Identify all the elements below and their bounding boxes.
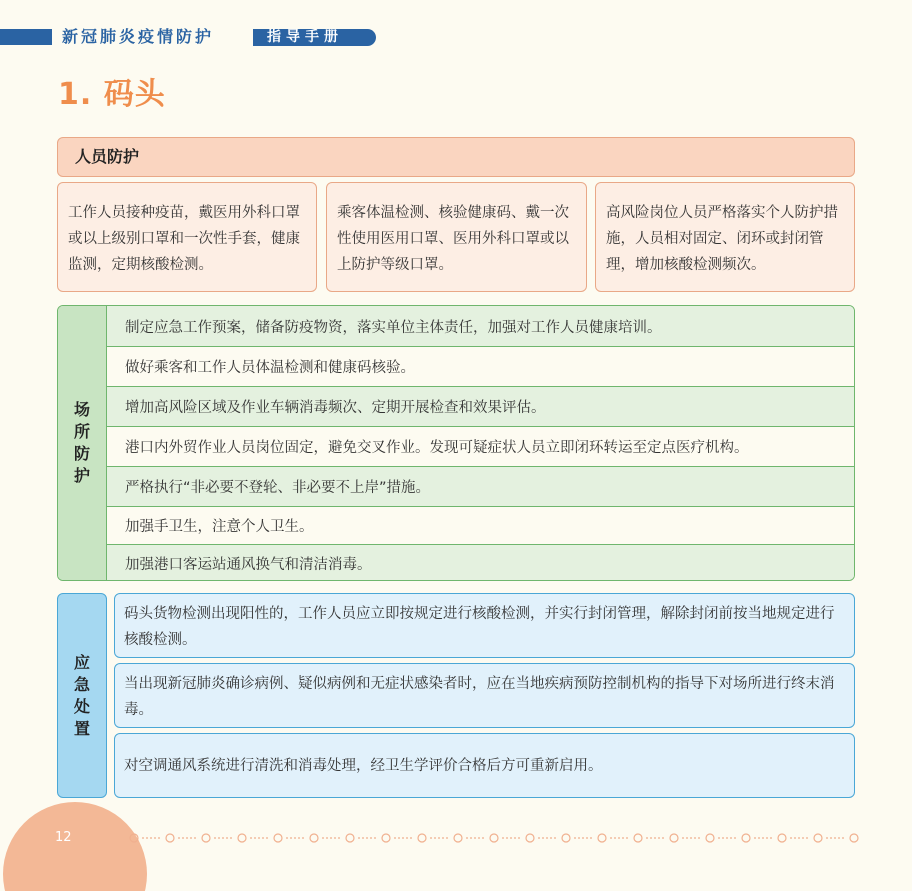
personnel-card-1: 工作人员接种疫苗，戴医用外科口罩或以上级别口罩和一次性手套，健康监测，定期核酸检测。 xyxy=(57,182,317,292)
emergency-label: 应急处置 xyxy=(57,593,107,798)
header-title: 新冠肺炎疫情防护 xyxy=(62,27,215,46)
decorative-circle xyxy=(454,834,462,842)
decorative-circle xyxy=(814,834,822,842)
site-item-6: 加强手卫生，注意个人卫生。 xyxy=(107,506,854,544)
decorative-circle xyxy=(202,834,210,842)
decorative-circle xyxy=(418,834,426,842)
decorative-circle xyxy=(526,834,534,842)
decorative-circle xyxy=(274,834,282,842)
decorative-circle xyxy=(706,834,714,842)
decorative-circle xyxy=(634,834,642,842)
decorative-circle xyxy=(346,834,354,842)
emergency-item-2: 当出现新冠肺炎确诊病例、疑似病例和无症状感染者时，应在当地疾病预防控制机构的指导下对场所进行终末消毒。 xyxy=(114,663,855,728)
decorative-circle xyxy=(850,834,858,842)
site-item-7: 加强港口客运站通风换气和清洁消毒。 xyxy=(107,544,854,581)
site-item-4: 港口内外贸作业人员岗位固定，避免交叉作业。发现可疑症状人员立即闭环转运至定点医疗机构。 xyxy=(107,426,854,466)
decorative-circle xyxy=(562,834,570,842)
site-item-2: 做好乘客和工作人员体温检测和健康码核验。 xyxy=(107,346,854,386)
decorative-circle xyxy=(598,834,606,842)
decorative-circle xyxy=(130,834,138,842)
decorative-circle xyxy=(310,834,318,842)
site-protection-label: 场所防护 xyxy=(58,306,107,580)
decorative-circle xyxy=(742,834,750,842)
site-protection-box xyxy=(57,305,855,581)
site-item-5: 严格执行“非必要不登轮、非必要不上岸”措施。 xyxy=(107,466,854,506)
decorative-circle xyxy=(670,834,678,842)
personnel-card-2: 乘客体温检测、核验健康码、戴一次性使用医用口罩、医用外科口罩或以上防护等级口罩。 xyxy=(326,182,587,292)
site-item-1: 制定应急工作预案，储备防疫物资，落实单位主体责任，加强对工作人员健康培训。 xyxy=(107,306,854,346)
personnel-heading: 人员防护 xyxy=(57,137,855,177)
decorative-circle xyxy=(238,834,246,842)
section-title: 1. 码头 xyxy=(58,77,166,112)
decorative-circle xyxy=(166,834,174,842)
decorative-circle xyxy=(382,834,390,842)
emergency-item-3: 对空调通风系统进行清洗和消毒处理，经卫生学评价合格后方可重新启用。 xyxy=(114,733,855,798)
decorative-circle xyxy=(778,834,786,842)
decorative-dotted-line xyxy=(126,830,860,846)
personnel-card-3: 高风险岗位人员严格落实个人防护措施，人员相对固定、闭环或封闭管理，增加核酸检测频次。 xyxy=(595,182,855,292)
header-accent-bar xyxy=(0,29,52,45)
emergency-item-1: 码头货物检测出现阳性的，工作人员应立即按规定进行核酸检测，并实行封闭管理，解除封闭前按当地规定进行核酸检测。 xyxy=(114,593,855,658)
header-tag: 指导手册 xyxy=(253,29,376,46)
page-number: 12 xyxy=(55,830,72,845)
site-item-3: 增加高风险区域及作业车辆消毒频次、定期开展检查和效果评估。 xyxy=(107,386,854,426)
page-number-circle xyxy=(3,802,147,891)
decorative-circle xyxy=(490,834,498,842)
